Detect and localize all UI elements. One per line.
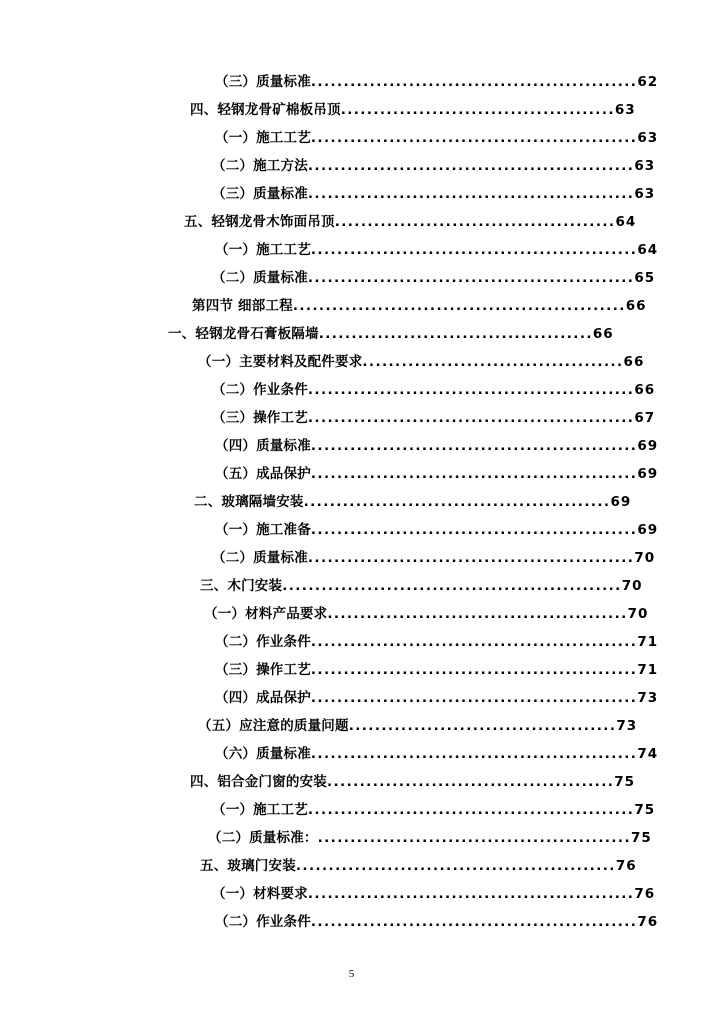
toc-entry[interactable] — [0, 460, 703, 488]
toc-entry-page: 70 — [634, 550, 656, 566]
toc-entry-page: 71 — [637, 662, 659, 678]
toc-entry[interactable] — [0, 880, 703, 908]
toc-leader-dots: .......................................... — [318, 326, 593, 342]
toc-entry-page: 65 — [634, 270, 656, 286]
toc-entry-page: 67 — [634, 410, 656, 426]
toc-entry-label: （二）作业条件 — [215, 914, 311, 930]
toc-leader-dots: .................................................... — [282, 578, 622, 594]
toc-entry[interactable] — [0, 824, 703, 852]
toc-leader-dots: ................................................ — [317, 830, 631, 846]
toc-entry[interactable] — [0, 124, 703, 152]
toc-entry-page: 73 — [637, 690, 659, 706]
toc-leader-dots: .................................................. — [307, 382, 635, 398]
toc-entry-page: 66 — [625, 298, 647, 314]
toc-entry-page: 70 — [627, 606, 649, 622]
toc-leader-dots: .................................................. — [310, 438, 638, 454]
toc-entry-label: （二）作业条件 — [212, 382, 308, 398]
toc-entry[interactable] — [0, 152, 703, 180]
toc-entry[interactable] — [0, 320, 703, 348]
toc-entry-page: 66 — [623, 354, 645, 370]
toc-leader-dots: .................................................. — [310, 690, 638, 706]
toc-leader-dots: ........................................ — [362, 354, 624, 370]
toc-entry-page: 64 — [615, 214, 637, 230]
toc-entry-page: 64 — [637, 242, 659, 258]
toc-entry[interactable] — [0, 68, 703, 96]
toc-entry-label: （二）作业条件 — [215, 634, 311, 650]
toc-entry-label: （一）施工工艺 — [215, 242, 311, 258]
toc-leader-dots: ............................................... — [303, 494, 611, 510]
toc-entry-label: 三、木门安装 — [200, 578, 283, 594]
toc-leader-dots: ........................................... — [334, 214, 616, 230]
toc-entry-page: 69 — [637, 466, 659, 482]
toc-leader-dots: .............................................. — [327, 606, 628, 622]
toc-entry-page: 66 — [634, 382, 656, 398]
toc-entry-label: （二）施工方法 — [212, 158, 308, 174]
toc-leader-dots: .................................................. — [310, 634, 638, 650]
toc-leader-dots: .................................................. — [307, 186, 635, 202]
toc-entry-label: （一）材料要求 — [212, 886, 308, 902]
toc-entry-label: （一）主要材料及配件要求 — [198, 354, 363, 370]
toc-entry[interactable] — [0, 712, 703, 740]
toc-entry-label: （二）质量标准： — [208, 830, 318, 846]
toc-entry-label: （一）施工工艺 — [212, 802, 308, 818]
toc-leader-dots: .................................................. — [307, 410, 635, 426]
toc-entry[interactable] — [0, 852, 703, 880]
toc-entry-label: （二）质量标准 — [212, 270, 308, 286]
toc-entry[interactable] — [0, 628, 703, 656]
toc-entry-label: （四）质量标准 — [215, 438, 311, 454]
toc-entry[interactable] — [0, 600, 703, 628]
toc-leader-dots: .................................................. — [310, 130, 638, 146]
toc-entry-label: （五）应注意的质量问题 — [198, 718, 349, 734]
toc-entry[interactable] — [0, 96, 703, 124]
toc-entry-label: 一、轻钢龙骨石膏板隔墙 — [168, 326, 319, 342]
toc-leader-dots: .................................................. — [307, 802, 635, 818]
toc-entry-label: （一）施工准备 — [215, 522, 311, 538]
toc-leader-dots: .................................................. — [307, 270, 635, 286]
toc-leader-dots: .................................................. — [307, 886, 635, 902]
toc-entry-label: （三）操作工艺 — [215, 662, 311, 678]
toc-entry-page: 75 — [614, 774, 636, 790]
toc-entry-label: 四、轻钢龙骨矿棉板吊顶 — [190, 102, 341, 118]
toc-entry-page: 63 — [634, 186, 656, 202]
toc-entry-label: （五）成品保护 — [215, 466, 311, 482]
toc-entry[interactable] — [0, 544, 703, 572]
toc-entry[interactable] — [0, 740, 703, 768]
toc-entry-page: 63 — [634, 158, 656, 174]
toc-entry-label: （三）质量标准 — [212, 186, 308, 202]
toc-entry-page: 76 — [634, 886, 656, 902]
toc-entry[interactable] — [0, 796, 703, 824]
page-number: 5 — [348, 968, 355, 980]
toc-entry[interactable] — [0, 264, 703, 292]
toc-entry-page: 75 — [630, 830, 652, 846]
toc-entry[interactable] — [0, 572, 703, 600]
toc-entry[interactable] — [0, 488, 703, 516]
toc-leader-dots: .................................................. — [310, 662, 638, 678]
toc-leader-dots: ................................................. — [295, 858, 616, 874]
toc-entry[interactable] — [0, 180, 703, 208]
toc-leader-dots: .................................................. — [310, 74, 638, 90]
toc-entry-page: 75 — [634, 802, 656, 818]
toc-entry[interactable] — [0, 768, 703, 796]
toc-entry-label: 二、玻璃隔墙安装 — [194, 494, 304, 510]
toc-entry-page: 66 — [592, 326, 614, 342]
toc-leader-dots: .................................................. — [310, 242, 638, 258]
toc-entry[interactable] — [0, 656, 703, 684]
toc-entry[interactable] — [0, 684, 703, 712]
toc-entry-page: 71 — [637, 634, 659, 650]
toc-entry[interactable] — [0, 348, 703, 376]
toc-entry-page: 76 — [637, 914, 659, 930]
toc-entry[interactable] — [0, 208, 703, 236]
toc-entry[interactable] — [0, 376, 703, 404]
toc-entry[interactable] — [0, 292, 703, 320]
toc-leader-dots: .................................................. — [307, 550, 635, 566]
table-of-contents — [0, 68, 703, 936]
toc-leader-dots: ................................................... — [292, 298, 626, 314]
toc-entry-label: （一）施工工艺 — [215, 130, 311, 146]
toc-entry-label: （二）质量标准 — [212, 550, 308, 566]
toc-entry-label: 第四节 细部工程 — [192, 298, 293, 314]
toc-entry-page: 69 — [637, 522, 659, 538]
toc-entry-page: 63 — [614, 102, 636, 118]
toc-entry-label: 四、铝合金门窗的安装 — [190, 774, 327, 790]
toc-entry-label: 五、玻璃门安装 — [200, 858, 296, 874]
toc-leader-dots: .................................................. — [307, 158, 635, 174]
toc-entry-page: 69 — [637, 438, 659, 454]
toc-leader-dots: .................................................. — [310, 466, 638, 482]
toc-leader-dots: .................................................. — [310, 914, 638, 930]
toc-entry[interactable] — [0, 516, 703, 544]
toc-entry-label: 五、轻钢龙骨木饰面吊顶 — [184, 214, 335, 230]
toc-entry-page: 76 — [615, 858, 637, 874]
toc-entry-page: 73 — [616, 718, 638, 734]
toc-entry-page: 70 — [621, 578, 643, 594]
toc-entry-label: （四）成品保护 — [215, 690, 311, 706]
toc-entry-label: （一）材料产品要求 — [204, 606, 328, 622]
toc-entry-page: 74 — [637, 746, 659, 762]
toc-entry[interactable] — [0, 404, 703, 432]
toc-leader-dots: ............................................ — [327, 774, 615, 790]
toc-leader-dots: .................................................. — [310, 746, 638, 762]
toc-entry-label: （三）操作工艺 — [212, 410, 308, 426]
toc-entry[interactable] — [0, 236, 703, 264]
toc-entry[interactable] — [0, 432, 703, 460]
toc-leader-dots: .......................................... — [340, 102, 615, 118]
toc-entry-label: （六）质量标准 — [215, 746, 311, 762]
toc-entry[interactable] — [0, 908, 703, 936]
toc-entry-label: （三）质量标准 — [215, 74, 311, 90]
toc-leader-dots: ......................................... — [348, 718, 617, 734]
toc-leader-dots: .................................................. — [310, 522, 638, 538]
toc-entry-page: 69 — [610, 494, 632, 510]
toc-entry-page: 62 — [637, 74, 659, 90]
toc-entry-page: 63 — [637, 130, 659, 146]
